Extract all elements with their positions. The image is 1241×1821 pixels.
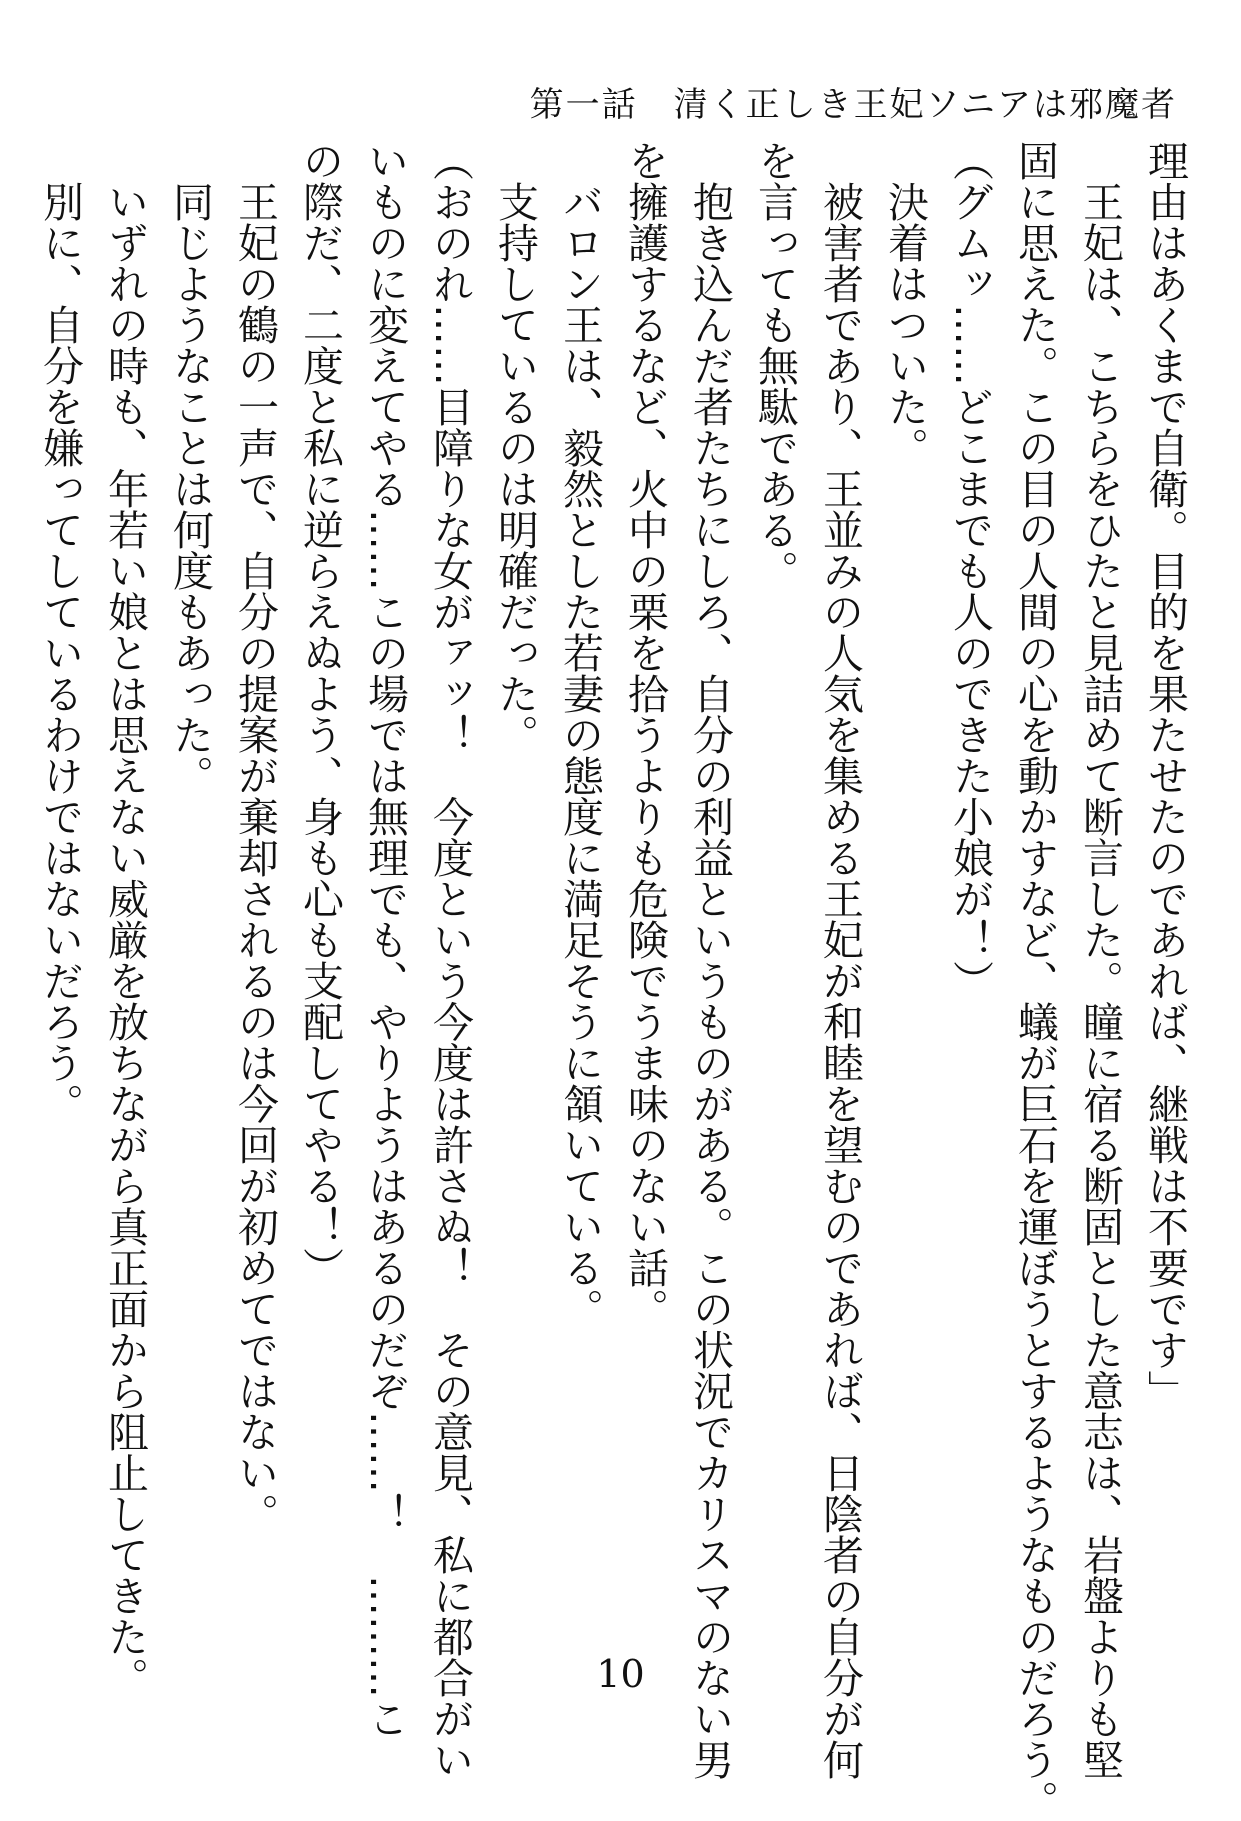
text-line: 理由はあくまで自衛。目的を果たせたのであれば、継戦は不要です」 (1141, 140, 1189, 1411)
text-line: 王妃の鶴の一声で、自分の提案が棄却されるのは今回が初めてではない。 (231, 140, 279, 1534)
text-line: 別に、自分を嫌ってしているわけではないだろう。 (36, 140, 84, 1124)
text-line: 抱き込んだ者たちにしろ、自分の利益というものがある。この状況でカリスマのない男 (686, 140, 734, 1780)
text-line: 決着はついた。 (881, 140, 929, 468)
text-line: 王妃は、こちらをひたと見詰めて断言した。瞳に宿る断固とした意志は、岩盤よりも堅 (1076, 140, 1124, 1780)
text-line: いものに変えてやる……この場では無理でも、やりようはあるのだぞ……！ ………こ (361, 140, 409, 1739)
text-line: 固に思えた。この目の人間の心を動かすなど、蟻が巨石を運ぼうとするようなものだろう。 (1011, 140, 1059, 1821)
chapter-title: 第一話 清く正しき王妃ソニアは邪魔者 (529, 85, 1177, 125)
text-line: バロン王は、毅然とした若妻の態度に満足そうに頷いている。 (556, 140, 604, 1329)
text-line: （おのれ……目障りな女がァッ！ 今度という今度は許さぬ！ その意見、私に都合がい (426, 140, 474, 1780)
page-number: 10 (596, 1652, 645, 1696)
text-line: を言っても無駄である。 (751, 140, 799, 591)
text-line: を擁護するなど、火中の栗を拾うよりも危険でうま味のない話。 (621, 140, 669, 1329)
text-line: いずれの時も、年若い娘とは思えない威厳を放ちながら真正面から阻止してきた。 (101, 140, 149, 1698)
text-line: の際だ、二度と私に逆らえぬよう、身も心も支配してやる！） (296, 140, 344, 1288)
text-line: 被害者であり、王並みの人気を集める王妃が和睦を望むのであれば、日陰者の自分が何 (816, 140, 864, 1780)
text-line: 同じようなことは何度もあった。 (166, 140, 214, 796)
text-line: （グムッ……どこまでも人のできた小娘が！） (946, 140, 994, 1001)
text-line: 支持しているのは明確だった。 (491, 140, 539, 755)
